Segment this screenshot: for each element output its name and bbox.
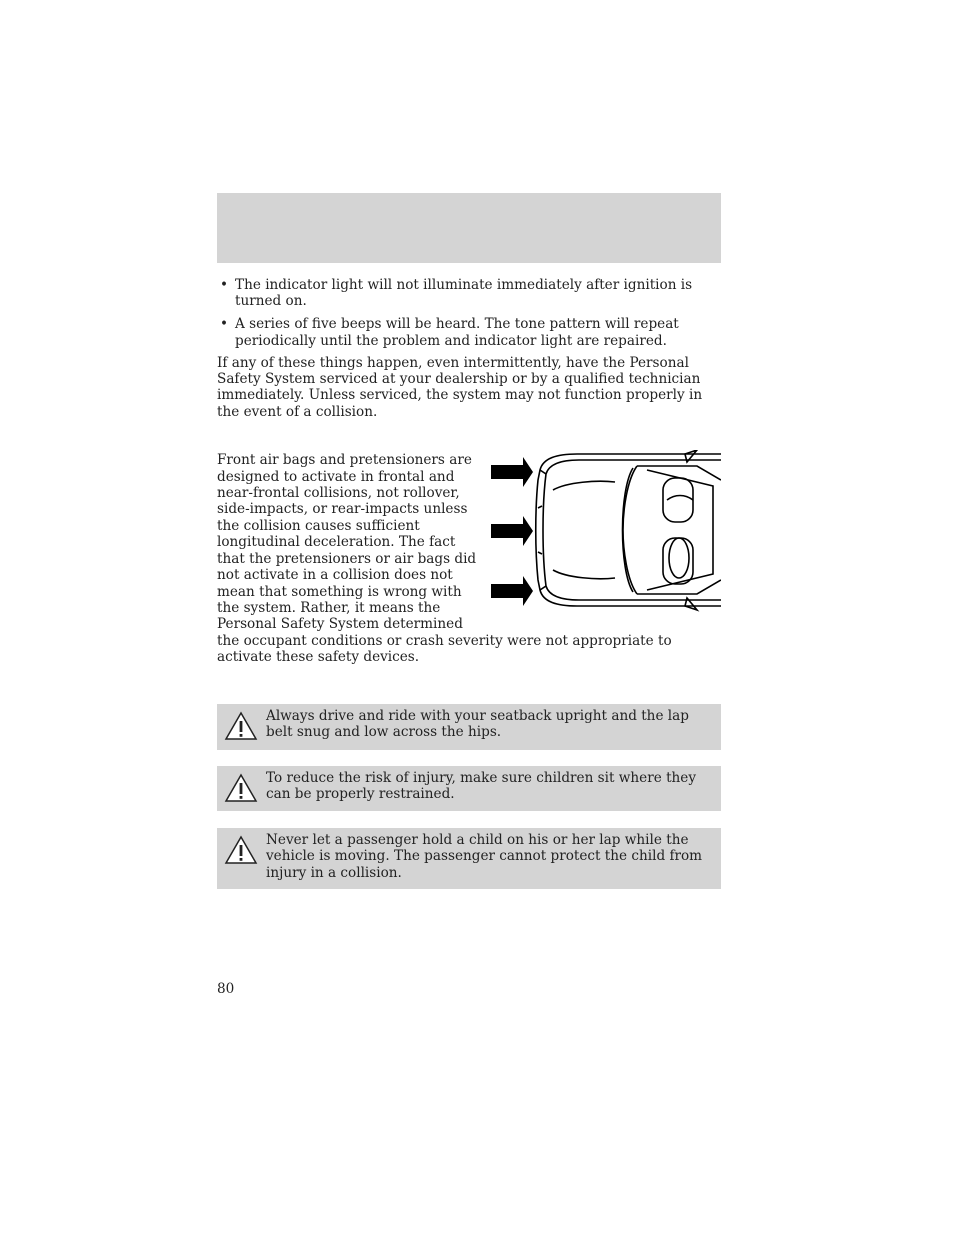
main-content bbox=[217, 277, 721, 666]
list-item-text: A series of five beeps will be heard. The tone pattern will repeat periodically until the problem and indicator light are repaired. bbox=[235, 316, 679, 349]
bullet-icon: • bbox=[220, 277, 229, 293]
list-item-text: The indicator light will not illuminate immediately after ignition is turned on. bbox=[235, 277, 693, 310]
list-item bbox=[217, 277, 721, 310]
warning-box-children bbox=[217, 766, 721, 811]
warning-triangle-icon bbox=[223, 710, 259, 742]
bullet-icon: • bbox=[220, 316, 229, 333]
impact-arrow-icon bbox=[491, 576, 533, 606]
indicator-symptom-list bbox=[217, 277, 721, 349]
airbag-section bbox=[217, 452, 721, 665]
warning-triangle-icon bbox=[223, 834, 259, 866]
service-paragraph: If any of these things happen, even intermittently, have the Personal Safety System serviced at your dealership or by a qualified technician immediately. Unless serviced, the system may not function properly in the event of a collision. bbox=[217, 354, 703, 420]
impact-arrow-icon bbox=[491, 516, 533, 546]
page-number: 80 bbox=[217, 981, 235, 997]
warning-text: Always drive and ride with your seatback upright and the lap belt snug and low across the hips. bbox=[266, 708, 689, 741]
impact-arrow-icon bbox=[491, 457, 533, 487]
list-item bbox=[217, 316, 721, 349]
warning-box-lap-child bbox=[217, 828, 721, 889]
warning-text: Never let a passenger hold a child on his or her lap while the vehicle is moving. The passenger cannot protect the child from injury in a collision. bbox=[266, 832, 703, 881]
header-band bbox=[217, 193, 721, 263]
airbag-activation-paragraph: Front air bags and pretensioners are designed to activate in frontal and near-frontal collisions, not rollover, side-impacts, or rear-impacts unless the collision causes sufficient longitudinal deceleration. The fact that the pretensioners or air bags did not activate in a collision does not mean that something is wrong with the system. Rather, it means the Personal Safety System determined the occupant conditions or crash severity were not appropriate to activate these safety devices. bbox=[217, 452, 672, 666]
warning-text: To reduce the risk of injury, make sure children sit where they can be properly restrained. bbox=[266, 770, 697, 803]
warning-triangle-icon bbox=[223, 772, 259, 804]
warning-box-seatback bbox=[217, 704, 721, 750]
car-frontal-impact-illustration bbox=[487, 450, 721, 628]
